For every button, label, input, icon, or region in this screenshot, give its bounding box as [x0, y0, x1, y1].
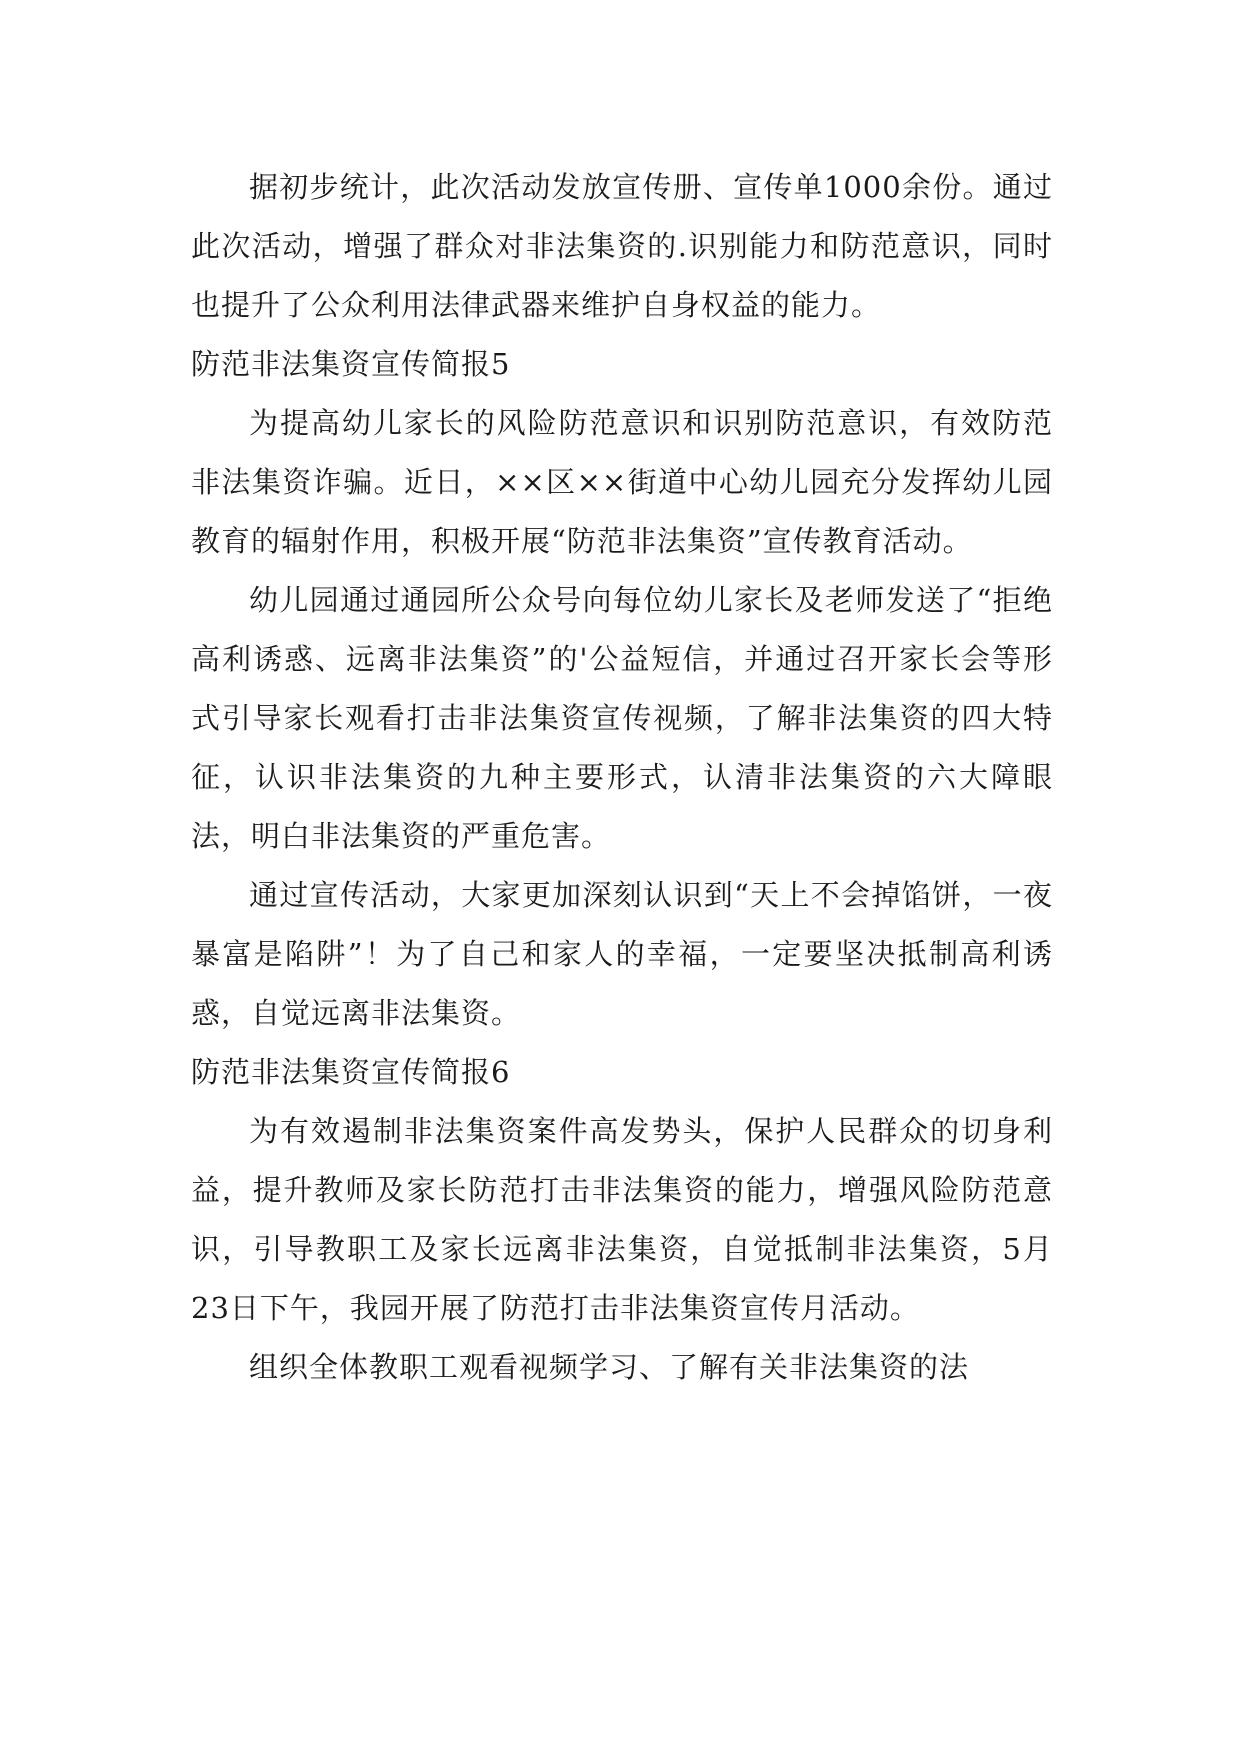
section-heading: 防范非法集资宣传简报5 [191, 347, 511, 381]
paragraph: 幼儿园通过通园所公众号向每位幼儿家长及老师发送了“拒绝高利诱惑、远离非法集资”的'公益短信，并通过召开家长会等形式引导家长观看打击非法集资宣传视频，了解非法集资的四大特征，认识非法集资的九种主要形式，认清非法集资的六大障眼法，明白非法集资的严重危害。 [191, 583, 1053, 853]
paragraph: 通过宣传活动，大家更加深刻认识到“天上不会掉馅饼，一夜暴富是陷阱”！为了自己和家人的幸福，一定要坚决抵制高利诱惑，自觉远离非法集资。 [191, 878, 1053, 1030]
document-body [191, 158, 1053, 1397]
paragraph: 组织全体教职工观看视频学习、了解有关非法集资的法 [249, 1350, 970, 1384]
section-heading: 防范非法集资宣传简报6 [191, 1055, 511, 1089]
paragraph: 为提高幼儿家长的风险防范意识和识别防范意识，有效防范非法集资诈骗。近日，××区××街道中心幼儿园充分发挥幼儿园教育的辐射作用，积极开展“防范非法集资”宣传教育活动。 [191, 406, 1053, 558]
paragraph: 为有效遏制非法集资案件高发势头，保护人民群众的切身利益，提升教师及家长防范打击非法集资的能力，增强风险防范意识，引导教职工及家长远离非法集资，自觉抵制非法集资，5月23日下午，我园开展了防范打击非法集资宣传月活动。 [191, 1114, 1053, 1325]
paragraph: 据初步统计，此次活动发放宣传册、宣传单1000余份。通过此次活动，增强了群众对非法集资的.识别能力和防范意识，同时也提升了公众利用法律武器来维护自身权益的能力。 [191, 170, 1053, 322]
